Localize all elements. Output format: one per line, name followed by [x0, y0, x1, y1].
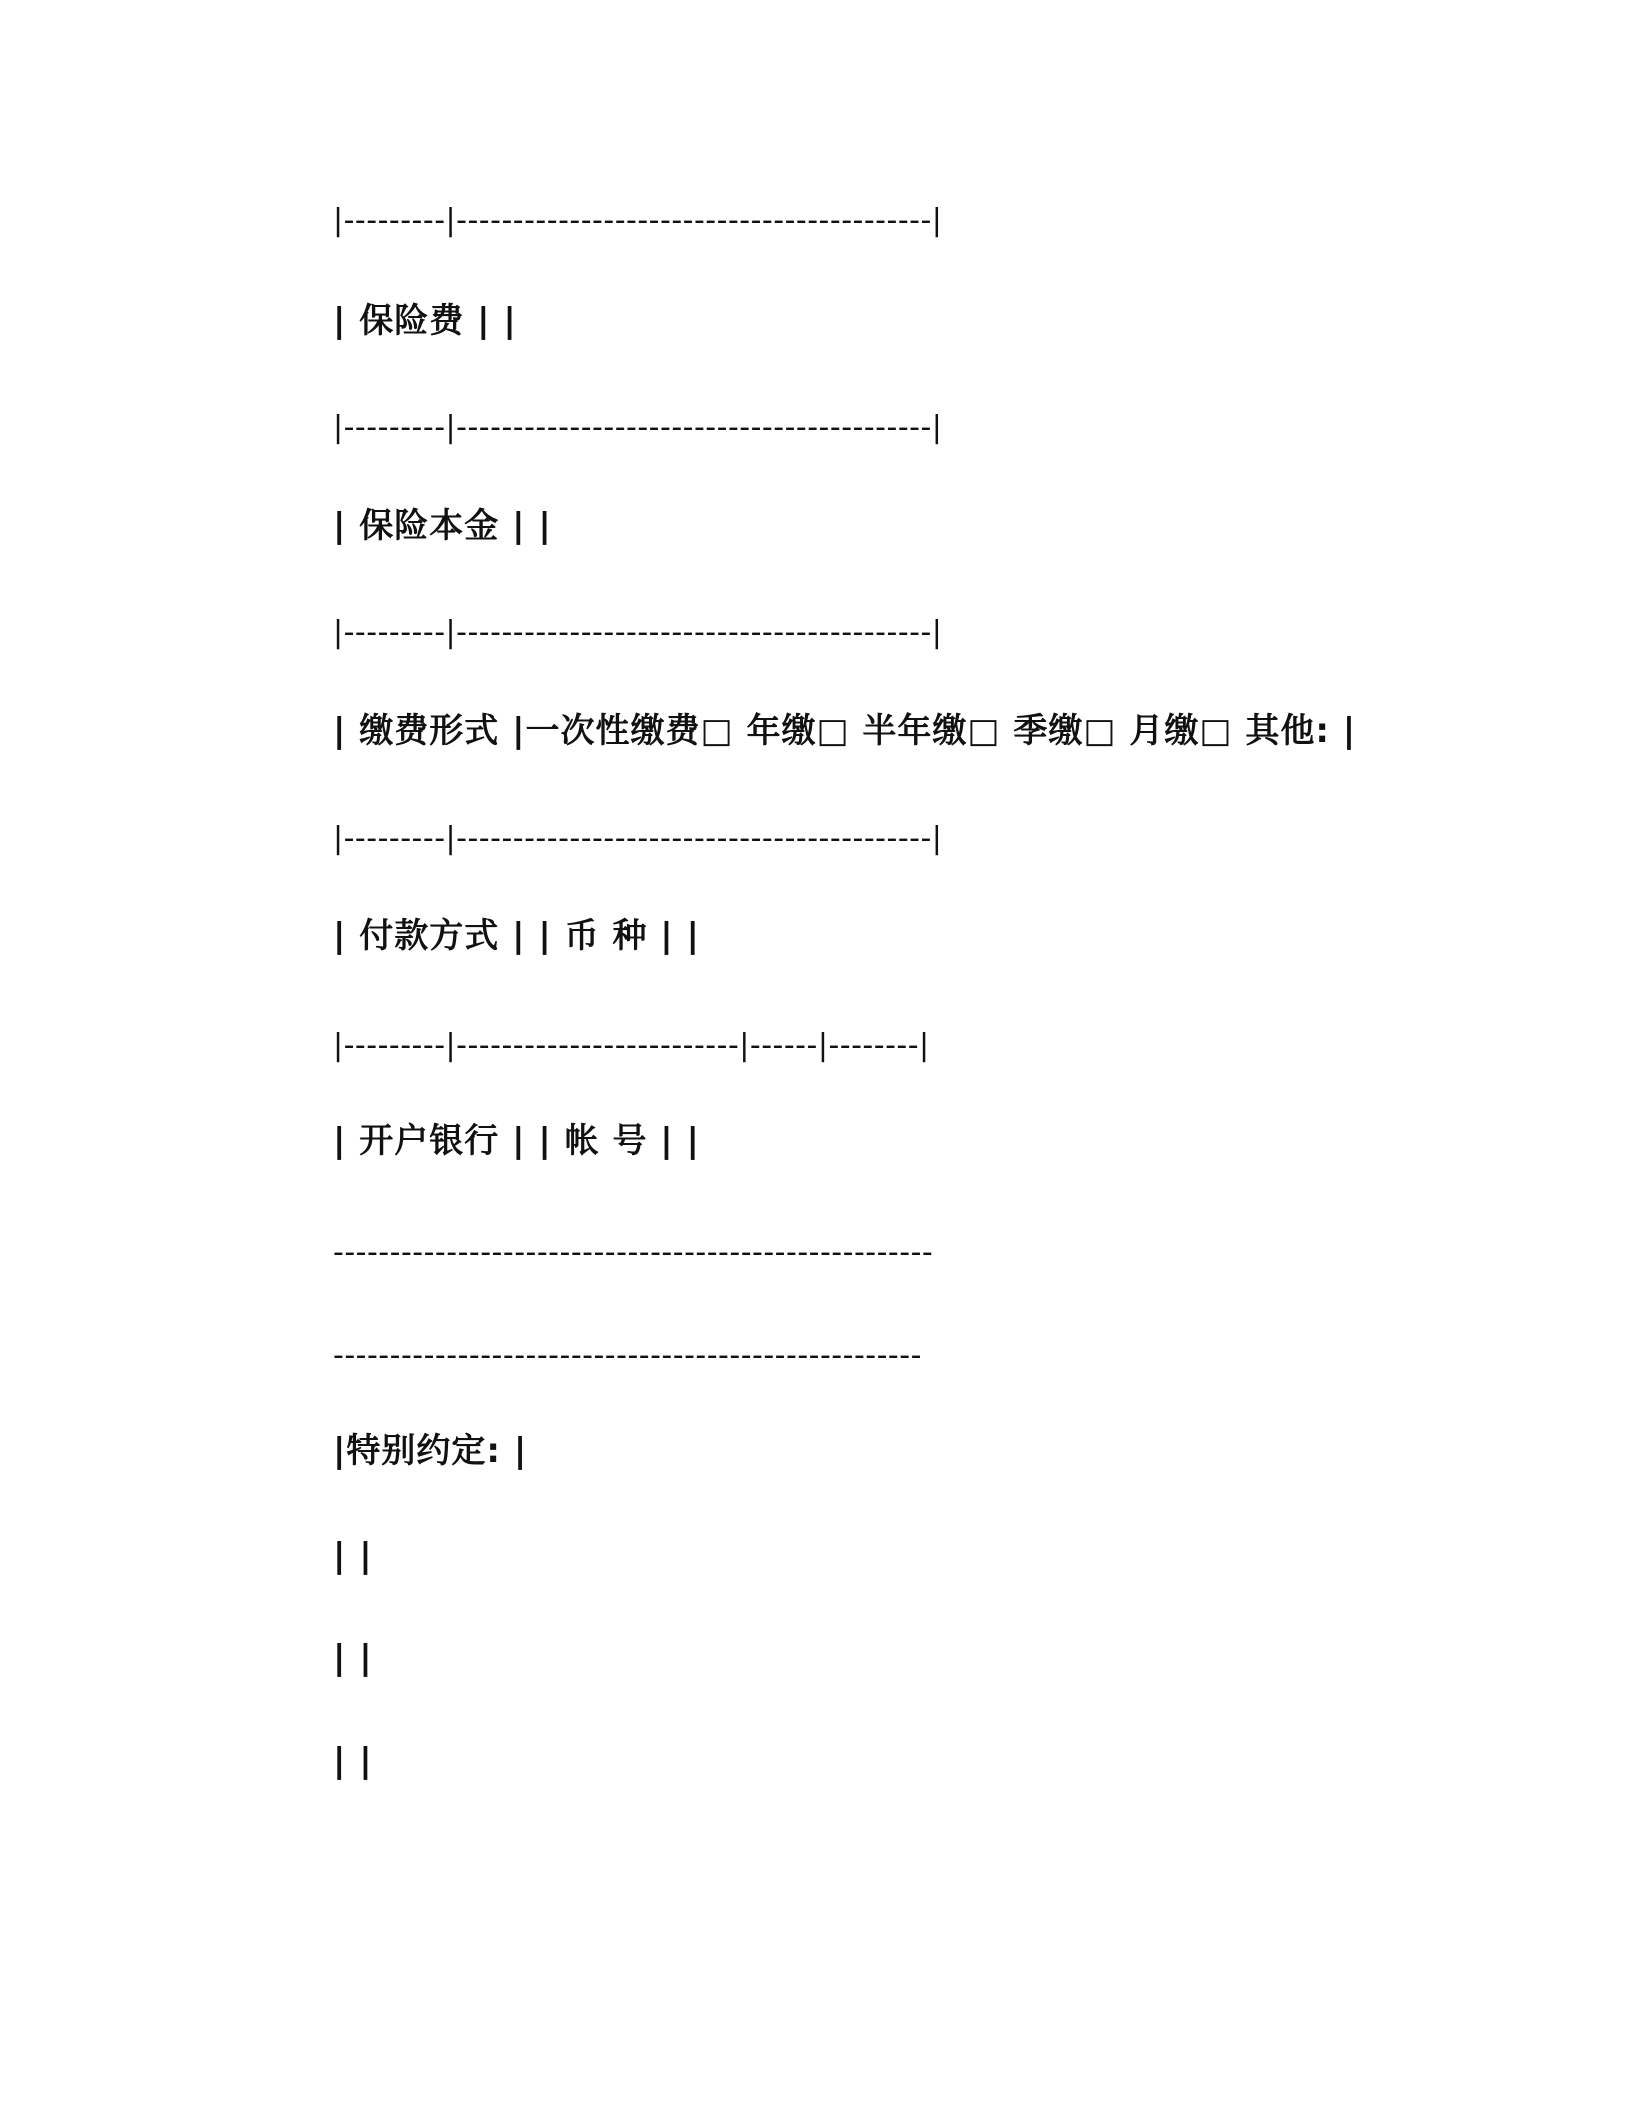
table-border-line: |---------|------------------------------------------|	[333, 203, 943, 238]
payment-form-row: | 缴费形式 |一次性缴费□ 年缴□ 半年缴□ 季缴□ 月缴□ 其他: |	[333, 711, 1357, 751]
payment-method-row: | 付款方式 | | 币 种 | |	[333, 916, 700, 956]
premium-row: | 保险费 | |	[333, 301, 517, 341]
empty-row: | |	[333, 1638, 373, 1678]
empty-row: | |	[333, 1536, 373, 1576]
empty-row: | |	[333, 1741, 373, 1781]
principal-row: | 保险本金 | |	[333, 506, 552, 546]
special-agreement-row: |特别约定: |	[333, 1431, 528, 1471]
table-border-line: |---------|------------------------------------------|	[333, 410, 943, 445]
separator-line: ----------------------------------------------------	[333, 1338, 922, 1373]
separator-line: -----------------------------------------------------	[333, 1235, 934, 1270]
table-border-line: |---------|------------------------------------------|	[333, 615, 943, 650]
bank-account-row: | 开户银行 | | 帐 号 | |	[333, 1121, 700, 1161]
table-border-line: |---------|------------------------------------------|	[333, 821, 943, 856]
table-border-line: |---------|-------------------------|------|--------|	[333, 1028, 930, 1063]
